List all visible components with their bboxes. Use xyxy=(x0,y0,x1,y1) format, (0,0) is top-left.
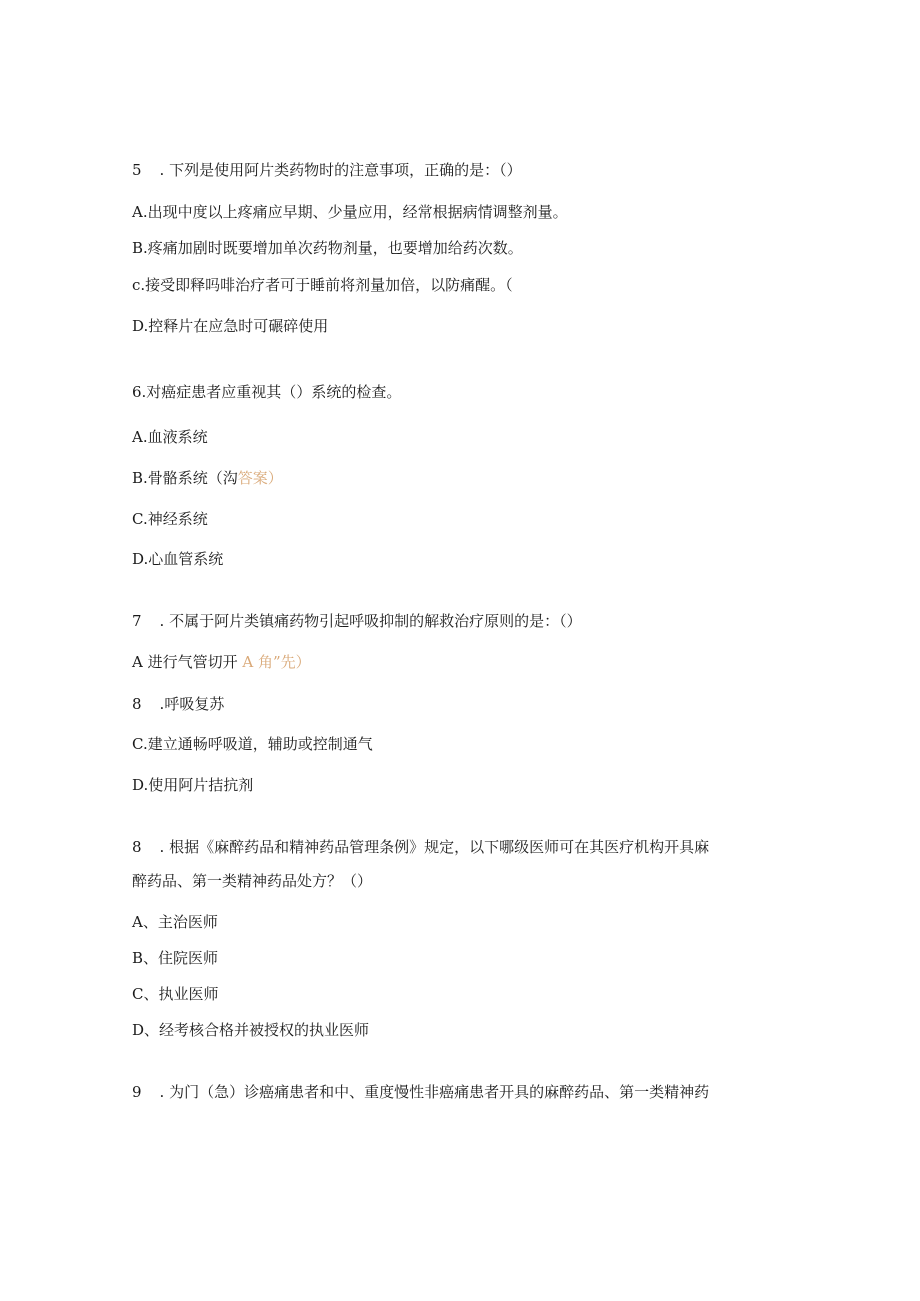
question-7-option-b-number: 8 xyxy=(132,695,142,713)
question-6-option-b-text: B.骨骼系统（沟 xyxy=(132,469,238,487)
question-8-option-b: B、住院医师 xyxy=(132,949,219,967)
question-6-option-d: D.心血管系统 xyxy=(132,550,224,568)
question-8-number: 8 xyxy=(132,838,142,856)
question-7-number: 7 xyxy=(132,612,142,630)
question-5-number: 5 xyxy=(132,161,142,179)
question-6-option-a: A.血液系统 xyxy=(132,428,208,446)
question-7-text: . 不属于阿片类镇痛药物引起呼吸抑制的解救治疗原则的是：（） xyxy=(159,612,582,630)
question-7-option-b-text: .呼吸复苏 xyxy=(159,695,225,713)
question-7-option-b xyxy=(132,694,224,714)
question-8-text: . 根据《麻醉药品和精神药品管理条例》规定，以下哪级医师可在其医疗机构开具麻 xyxy=(159,838,710,856)
question-5-option-d: D.控释片在应急时可碾碎使用 xyxy=(132,317,329,335)
question-6-answer-mark: 答案） xyxy=(237,469,283,487)
question-5-option-b: B.疼痛加剧时既要增加单次药物剂量，也要增加给药次数。 xyxy=(132,239,523,257)
question-7-option-a xyxy=(132,652,311,672)
question-7-option-d: D.使用阿片拮抗剂 xyxy=(132,776,254,794)
question-8-option-a: A、主治医师 xyxy=(132,913,218,931)
question-7-answer-mark: A 角”先） xyxy=(242,653,311,671)
question-5-option-a: A.出现中度以上疼痛应早期、少量应用，经常根据病情调整剂量。 xyxy=(132,203,568,221)
question-9-number: 9 xyxy=(132,1083,142,1101)
question-7-option-a-text: A 进行气管切开 xyxy=(132,653,243,671)
question-5-option-c: c.接受即释吗啡治疗者可于睡前将剂量加倍，以防痛醒。（ xyxy=(132,276,513,294)
question-6-option-c: C.神经系统 xyxy=(132,510,208,528)
question-8-option-d: D、经考核合格并被授权的执业医师 xyxy=(132,1021,370,1039)
question-8-stem-line-1 xyxy=(132,837,709,857)
question-5-text: . 下列是使用阿片类药物时的注意事项，正确的是：（） xyxy=(159,161,522,179)
question-6-stem: 6.对癌症患者应重视其（）系统的检查。 xyxy=(132,383,402,401)
question-8-stem-line-2: 醉药品、第一类精神药品处方？（） xyxy=(132,872,373,890)
question-5-stem xyxy=(132,160,522,180)
question-9-stem xyxy=(132,1082,709,1102)
question-6-option-b xyxy=(132,468,283,488)
question-8-option-c: C、执业医师 xyxy=(132,985,219,1003)
question-7-option-c: C.建立通畅呼吸道，辅助或控制通气 xyxy=(132,735,373,753)
question-9-text: . 为门（急）诊癌痛患者和中、重度慢性非癌痛患者开具的麻醉药品、第一类精神药 xyxy=(159,1083,710,1101)
question-7-stem xyxy=(132,611,582,631)
